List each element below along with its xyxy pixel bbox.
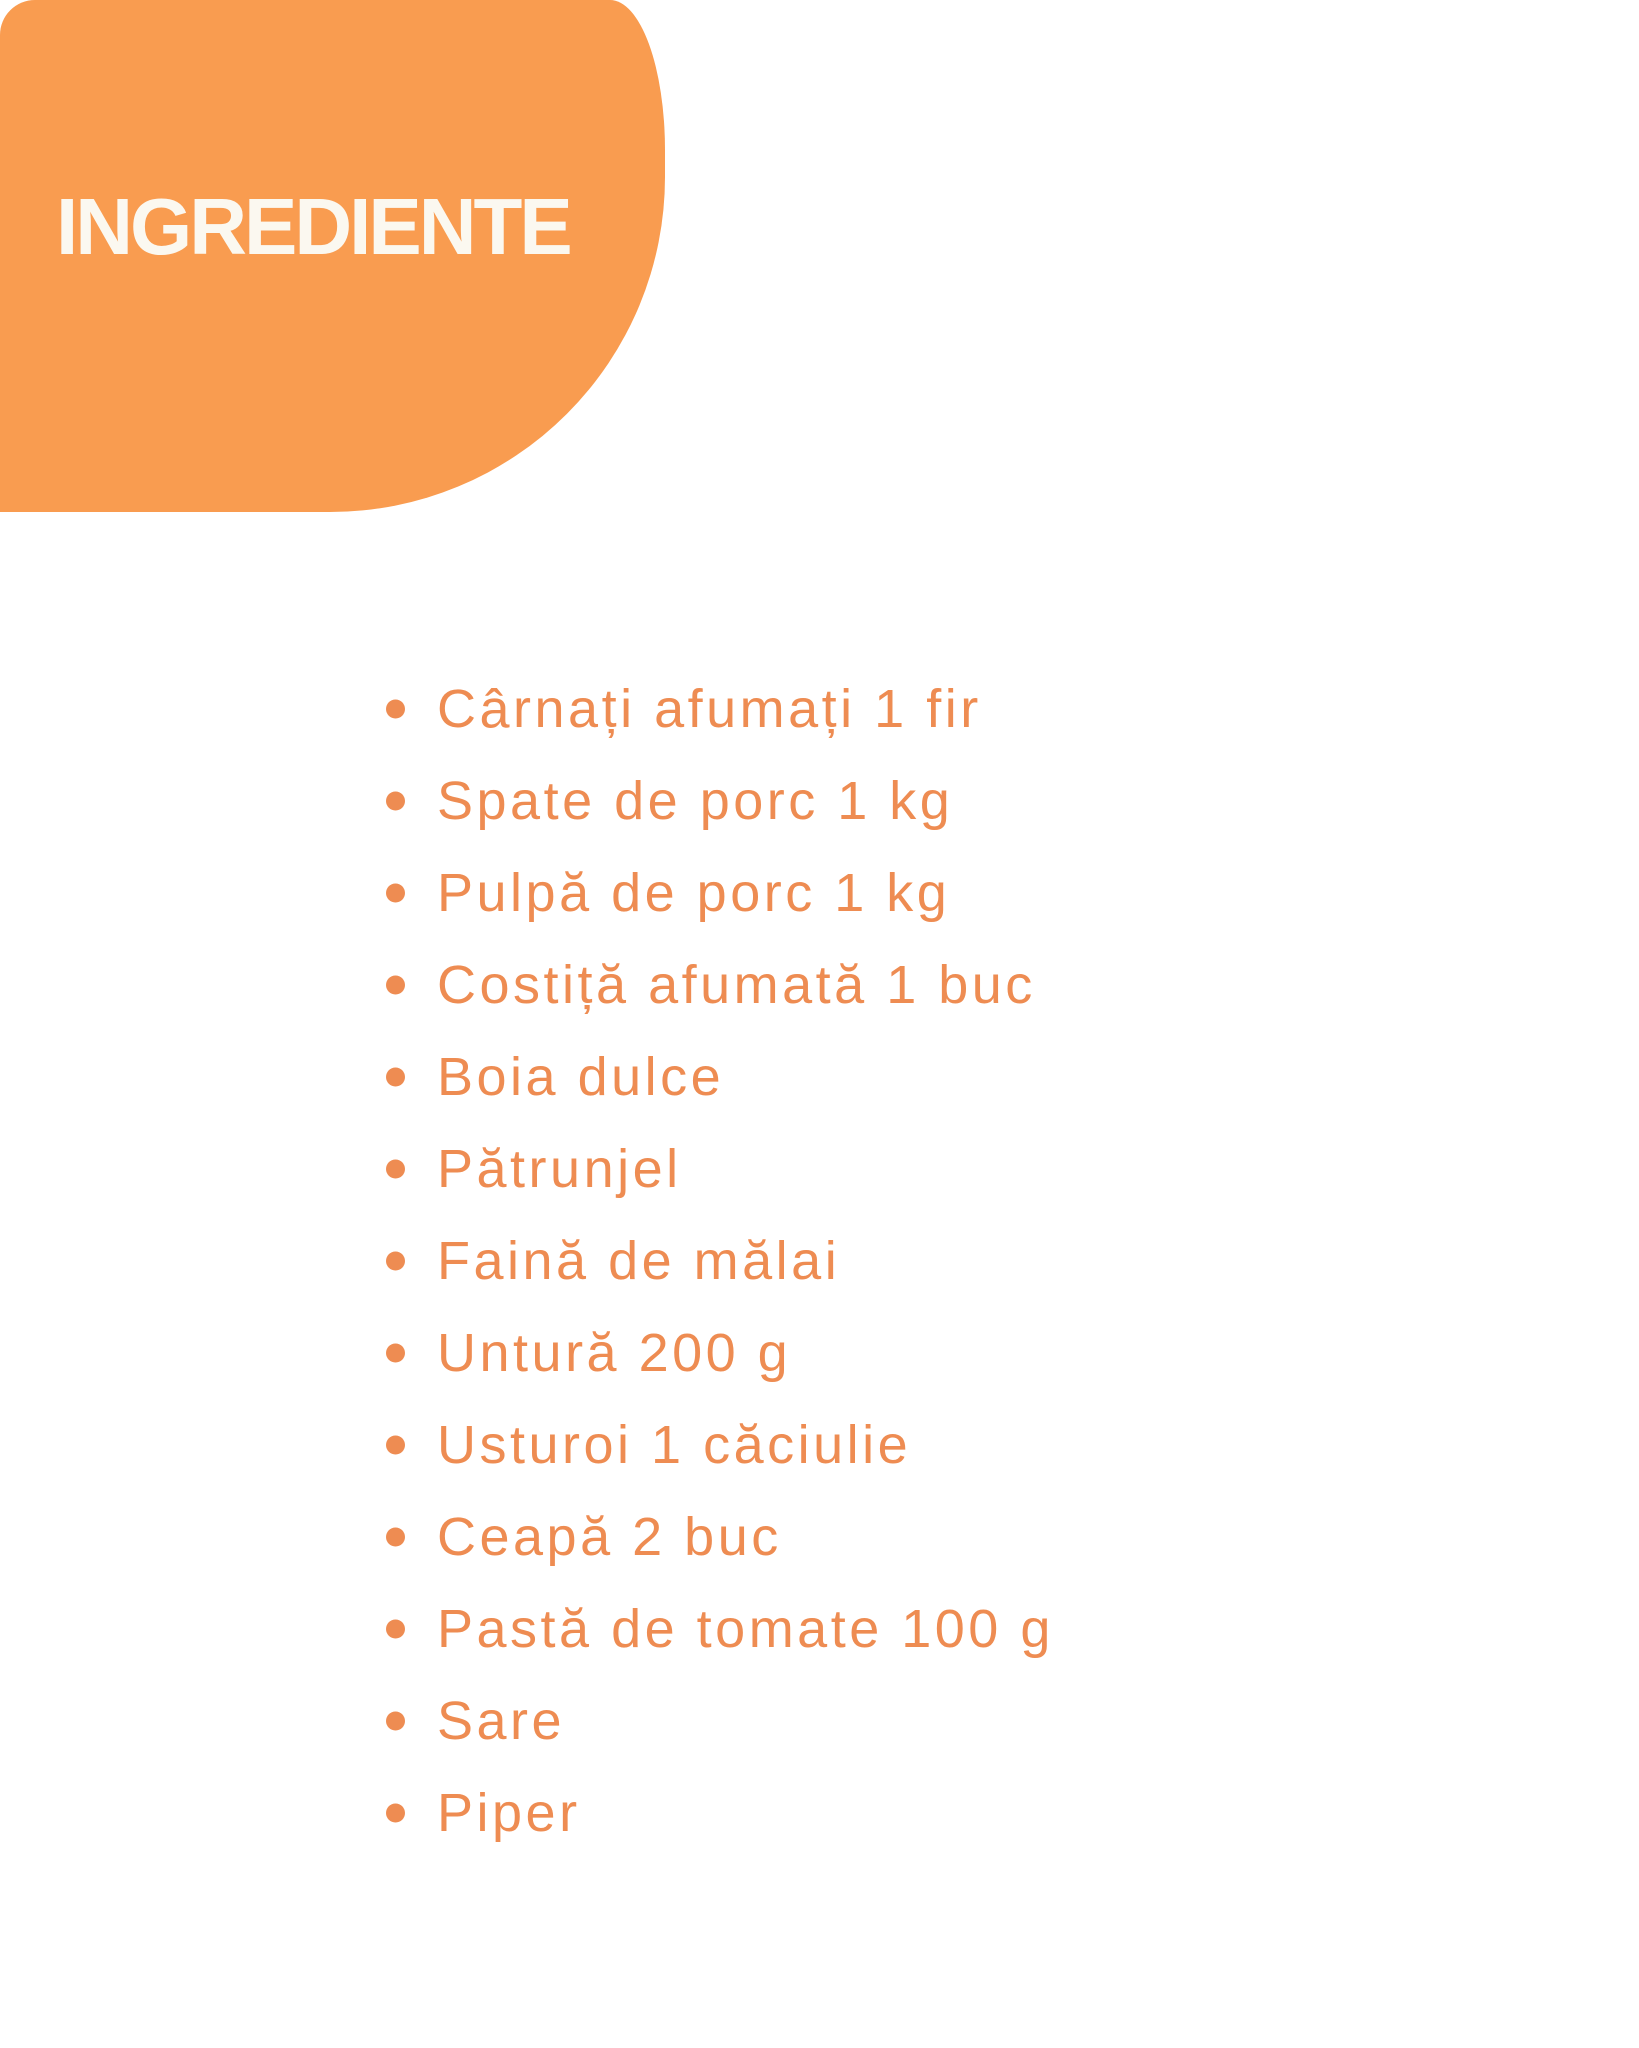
ingredient-item <box>437 1215 1054 1307</box>
ingredient-label: Boia dulce <box>437 1047 725 1107</box>
header-blob <box>0 0 665 512</box>
ingredient-item <box>437 663 1054 755</box>
ingredient-label: Piper <box>437 1783 581 1843</box>
ingredient-item <box>437 1307 1054 1399</box>
ingredient-label: Pulpă de porc 1 kg <box>437 863 951 923</box>
bullet-dot-icon <box>386 700 405 719</box>
ingredient-item <box>437 1399 1054 1491</box>
ingredient-label: Spate de porc 1 kg <box>437 771 954 831</box>
bullet-dot-icon <box>386 884 405 903</box>
bullet-dot-icon <box>386 1528 405 1547</box>
bullet-dot-icon <box>386 976 405 995</box>
ingredient-label: Cârnați afumați 1 fir <box>437 679 982 739</box>
ingredient-item <box>437 1767 1054 1859</box>
ingredient-label: Ceapă 2 buc <box>437 1507 782 1567</box>
ingredient-label: Pătrunjel <box>437 1139 682 1199</box>
bullet-dot-icon <box>386 1344 405 1363</box>
ingredient-item <box>437 1031 1054 1123</box>
ingredient-item <box>437 1123 1054 1215</box>
bullet-dot-icon <box>386 1804 405 1823</box>
bullet-dot-icon <box>386 1436 405 1455</box>
ingredient-label: Faină de mălai <box>437 1231 841 1291</box>
ingredient-label: Costiță afumată 1 buc <box>437 955 1036 1015</box>
page-title: INGREDIENTE <box>56 182 570 271</box>
ingredient-label: Usturoi 1 căciulie <box>437 1415 912 1475</box>
ingredient-item <box>437 755 1054 847</box>
ingredient-item <box>437 1491 1054 1583</box>
ingredient-label: Pastă de tomate 100 g <box>437 1599 1054 1659</box>
bullet-dot-icon <box>386 1160 405 1179</box>
ingredient-label: Untură 200 g <box>437 1323 792 1383</box>
ingredient-item <box>437 847 1054 939</box>
bullet-dot-icon <box>386 1252 405 1271</box>
ingredient-item <box>437 1675 1054 1767</box>
ingredient-list <box>437 663 1054 1859</box>
ingredient-label: Sare <box>437 1691 566 1751</box>
bullet-dot-icon <box>386 1620 405 1639</box>
ingredient-item <box>437 939 1054 1031</box>
bullet-dot-icon <box>386 1712 405 1731</box>
ingredient-item <box>437 1583 1054 1675</box>
bullet-dot-icon <box>386 792 405 811</box>
bullet-dot-icon <box>386 1068 405 1087</box>
